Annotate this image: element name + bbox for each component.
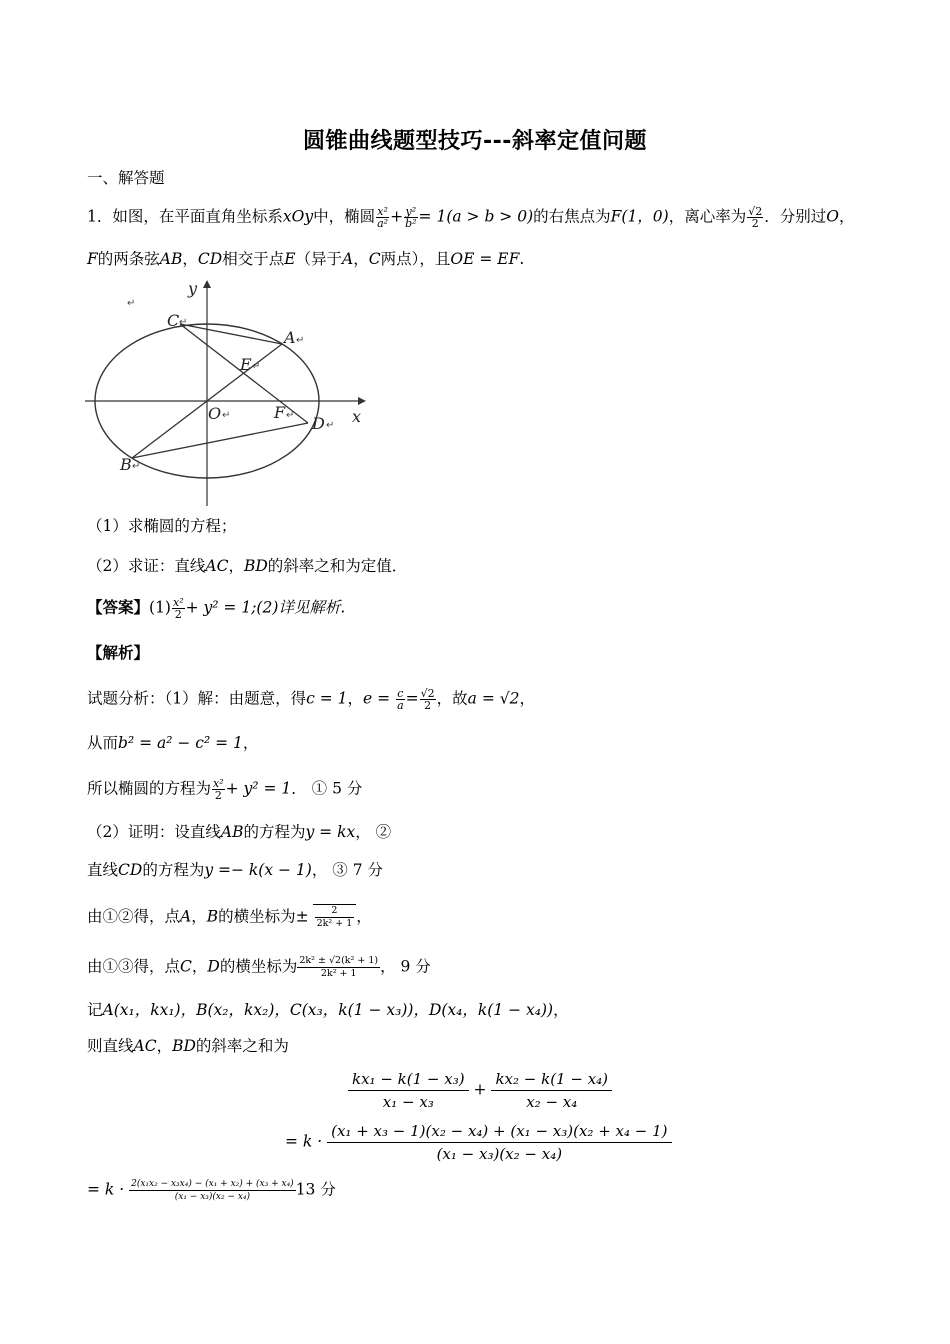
label-D: D xyxy=(312,414,325,433)
y-axis-arrow xyxy=(203,280,211,288)
section-heading: 一、解答题 xyxy=(87,169,165,187)
page-title: 圆锥曲线题型技巧---斜率定值问题 xyxy=(303,129,647,154)
chord-CA xyxy=(180,324,282,344)
formula-sum: $\frac{\text{kx₁ − k(1 − x₃)}}{\text{x₁ − x₃}}$ + $\frac{\text{kx₂ − k(1 − x₄)}}{\text{x₂ − x₄}}$ xyxy=(348,1068,612,1113)
return-mark: ↵ xyxy=(326,420,335,431)
return-mark: ↵ xyxy=(127,298,136,309)
formula-simplified: = k · $\frac{\text{2(x₁x₂ − x₃x₄) − (x₁ + x₂) + (x₃ + x₄)}}{\text{(x₁ − x₃)(x₂ − x₄)}}$ 13 分 xyxy=(87,1179,336,1202)
analysis-tag: 【解析】 xyxy=(87,643,150,662)
step-1: 试题分析：（1）解：由题意，得c = 1，e = $\frac{c}{a}$ = $\frac{√2}{2}$ ，故a = √2， xyxy=(87,687,535,712)
step-2: 从而b² = a² − c² = 1， xyxy=(87,734,259,752)
math: xOy xyxy=(282,207,314,226)
label-F: F xyxy=(274,403,286,422)
return-mark: ↵ xyxy=(222,410,231,421)
question-1: （1）求椭圆的方程； xyxy=(87,517,237,535)
fraction: $\frac{√2}{2}$ xyxy=(748,205,763,230)
answer-tag: 【答案】 xyxy=(87,597,150,617)
text: 的右焦点为 xyxy=(533,207,611,226)
label-C: C xyxy=(167,311,180,330)
text: ．分别过 xyxy=(764,207,827,226)
text: ， xyxy=(838,207,855,226)
question-2: （2）求证：直线AC，BD的斜率之和为定值． xyxy=(87,557,408,575)
text: 中，椭圆 xyxy=(313,207,376,226)
problem-line-2: F的两条弦AB，CD相交于点E（异于A，C两点），且OE = EF. xyxy=(87,250,525,268)
label-B: B xyxy=(120,455,132,474)
label-O: O xyxy=(208,404,222,423)
fraction: $\frac{\text{x²}}{\text{a²}}$ xyxy=(377,205,389,230)
x-axis-arrow xyxy=(358,397,366,405)
return-mark: ↵ xyxy=(286,410,295,421)
math: O xyxy=(826,207,839,226)
return-mark: ↵ xyxy=(179,317,188,328)
fraction: $\frac{\text{x²}}{2}$ xyxy=(172,596,184,621)
return-mark: ↵ xyxy=(132,461,141,472)
text: 如图，在平面直角坐标系 xyxy=(112,207,283,226)
math: F(1，0) xyxy=(610,207,669,226)
text: ，离心率为 xyxy=(668,207,747,226)
step-9: 则直线AC，BD的斜率之和为 xyxy=(87,1037,289,1055)
step-6: 由①②得，点A，B的横坐标为± $\frac{2}{\text{2k² + 1}}$ ， xyxy=(87,905,372,929)
fraction: $\frac{\text{y²}}{\text{b²}}$ xyxy=(405,205,417,230)
step-7: 由①③得，点C，D的横坐标为 $\frac{\text{2k² ± √2(k² + 1)}}{\text{2k² + 1}}$ ， 9 分 xyxy=(87,955,431,979)
label-E: E xyxy=(240,355,252,374)
label-x: x xyxy=(352,407,362,426)
chord-BD xyxy=(132,423,308,458)
formula-expanded: = k · $\frac{\text{(x₁ + x₃ − 1)(x₂ − x₄) + (x₁ − x₃)(x₂ + x₄ − 1)}}{\text{(x₁ − x₃)(x₂ − x₄)}}$ xyxy=(285,1120,672,1165)
step-8: 记A(x₁，kx₁)，B(x₂，kx₂)，C(x₃，k(1 − x₃))，D(x₄，k(1 − x₄))， xyxy=(87,1001,569,1019)
return-mark: ↵ xyxy=(296,335,305,346)
label-A: A xyxy=(284,328,296,347)
ellipse-diagram xyxy=(80,276,380,516)
label-y: y xyxy=(188,279,198,298)
return-mark: ↵ xyxy=(252,361,261,372)
problem-line-1: 1．如图，在平面直角坐标系xOy中，椭圆 $\frac{\text{x²}}{\text{a²}}$ + $\frac{\text{y²}}{\text{b²}}$ = 1(a > b > 0)的右焦点为F(1，0)，离心率为 $\frac{√2}{2}$ ．分别过O， xyxy=(87,205,855,230)
step-3: 所以椭圆的方程为 $\frac{\text{x²}}{2}$ + y² = 1． ① 5 分 xyxy=(87,777,363,802)
answer-line: 【答案】(1) $\frac{\text{x²}}{2}$ + y² = 1;(2)详见解析. xyxy=(87,596,346,621)
step-5: 直线CD的方程为y =− k(x − 1)， ③ 7 分 xyxy=(87,861,384,879)
problem-number: 1． xyxy=(87,207,113,226)
math: = 1(a > b > 0) xyxy=(418,207,534,226)
step-4: （2）证明：设直线AB的方程为y = kx， ② xyxy=(87,823,392,841)
